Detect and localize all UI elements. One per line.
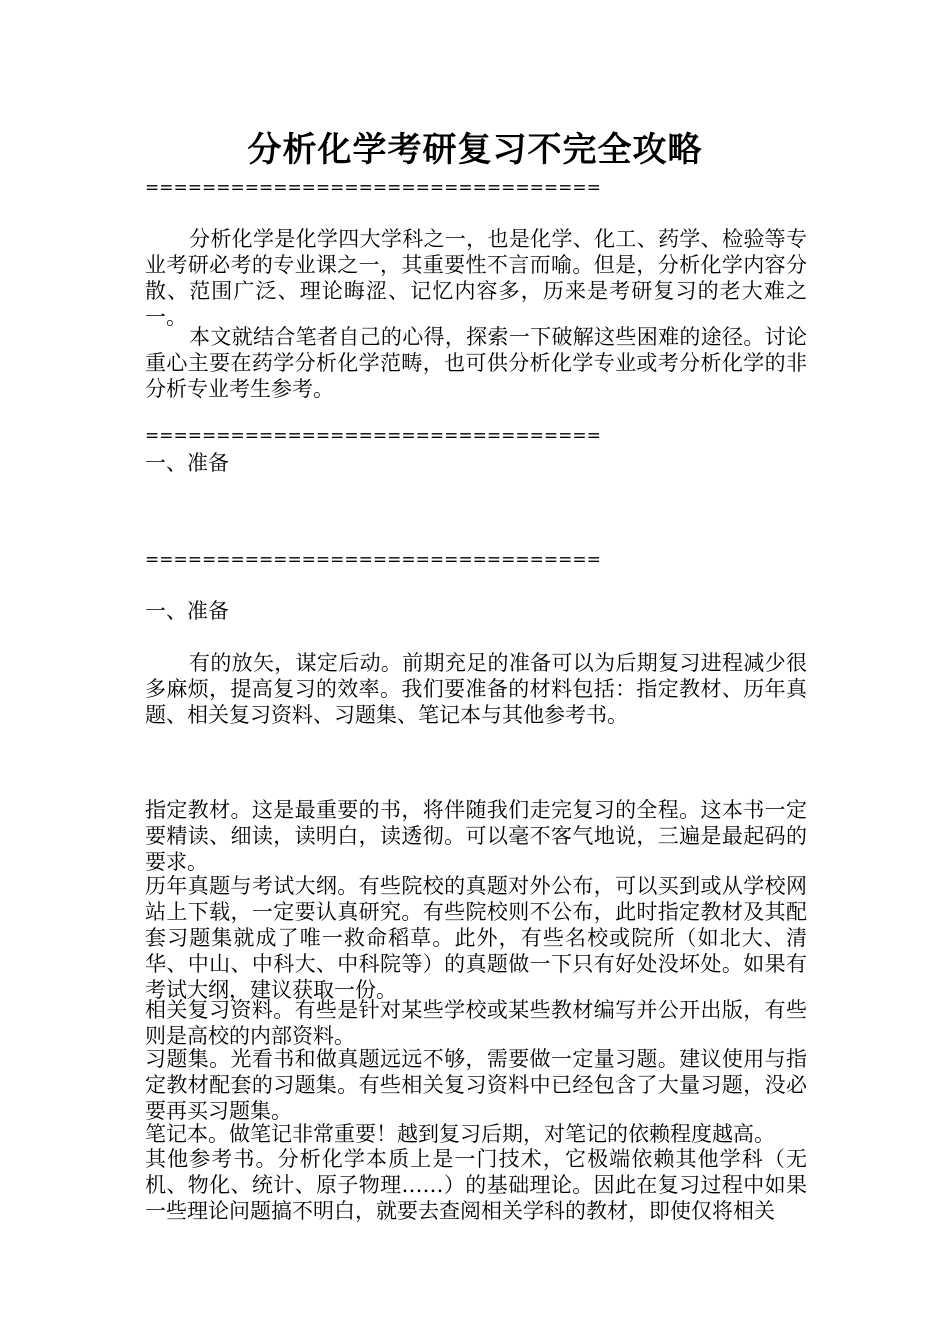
- material-item-textbook: 指定教材。这是最重要的书，将伴随我们走完复习的全程。这本书一定要精读、细读，读明白，读透彻。可以毫不客气地说，三遍是最起码的要求。: [145, 798, 807, 874]
- material-item-exercises: 习题集。光看书和做真题远远不够，需要做一定量习题。建议使用与指定教材配套的习题集。有些相关复习资料中已经包含了大量习题，没必要再买习题集。: [145, 1047, 807, 1123]
- section-heading: 一、准备: [145, 599, 229, 623]
- document-title: 分析化学考研复习不完全攻略: [247, 130, 703, 170]
- material-item-reference-books: 其他参考书。分析化学本质上是一门技术，它极端依赖其他学科（无机、物化、统计、原子物理……）的基础理论。因此在复习过程中如果一些理论问题搞不明白，就要去查阅相关学科的教材，即使仅将相关: [145, 1147, 807, 1223]
- toc-item: 一、准备: [145, 451, 229, 475]
- material-item-review-materials: 相关复习资料。有些是针对某些学校或某些教材编写并公开出版，有些则是高校的内部资料。: [145, 998, 807, 1048]
- material-item-notebook: 笔记本。做笔记非常重要！越到复习后期，对笔记的依赖程度越高。: [145, 1122, 775, 1146]
- material-item-past-exams: 历年真题与考试大纲。有些院校的真题对外公布，可以买到或从学校网站上下载，一定要认真研究。有些院校则不公布，此时指定教材及其配套习题集就成了唯一救命稻草。此外，有些名校或院所（如北大、清华、中山、中科大、中科院等）的真题做一下只有好处没坏处。如果有考试大纲，建议获取一份。: [145, 874, 807, 1002]
- intro-paragraph-2: 本文就结合笔者自己的心得，探索一下破解这些困难的途径。讨论重心主要在药学分析化学范畴，也可供分析化学专业或考分析化学的非分析专业考生参考。: [145, 325, 807, 401]
- separator-rule: ================================: [145, 178, 601, 198]
- section-paragraph: 有的放矢，谋定后动。前期充足的准备可以为后期复习进程减少很多麻烦，提高复习的效率。我们要准备的材料包括：指定教材、历年真题、相关复习资料、习题集、笔记本与其他参考书。: [145, 651, 807, 727]
- separator-rule: ================================: [145, 550, 601, 570]
- intro-paragraph-1: 分析化学是化学四大学科之一，也是化学、化工、药学、检验等专业考研必考的专业课之一，其重要性不言而喻。但是，分析化学内容分散、范围广泛、理论晦涩、记忆内容多，历来是考研复习的老大难之一。: [145, 227, 807, 329]
- separator-rule: ================================: [145, 426, 601, 446]
